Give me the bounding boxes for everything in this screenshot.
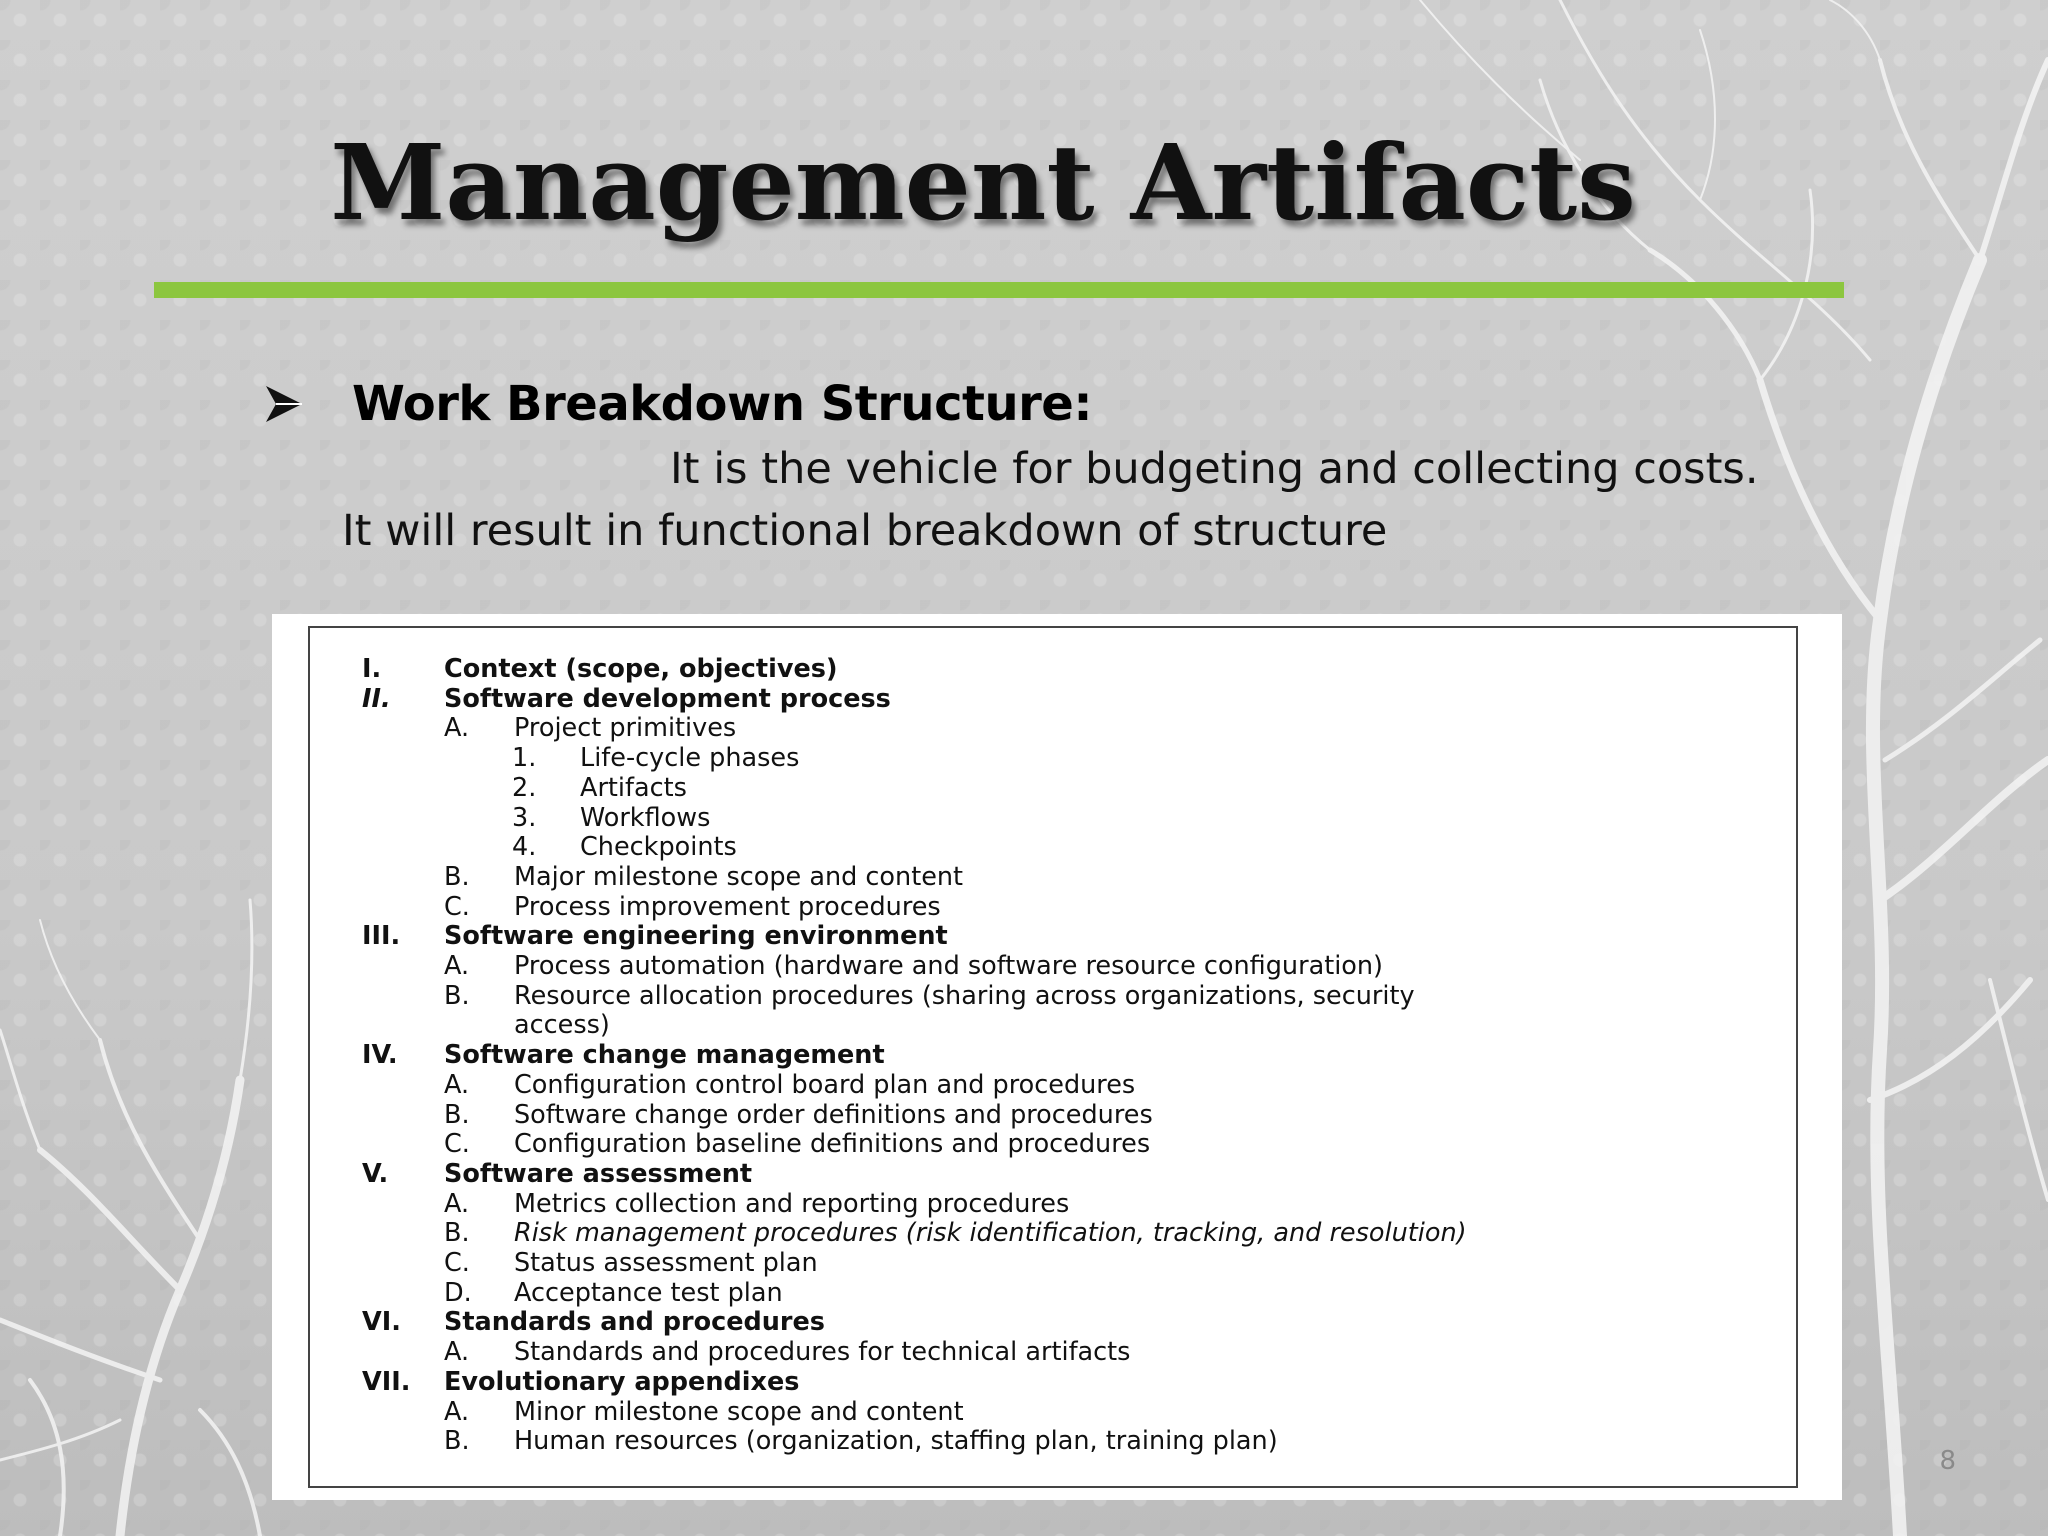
outline-number: D. (444, 1277, 472, 1308)
outline-text: Software engineering environment (444, 921, 948, 952)
outline-text: Checkpoints (580, 832, 737, 863)
outline-text: Software change order definitions and procedures (514, 1099, 1153, 1130)
outline-text: Software assessment (444, 1158, 753, 1189)
outline-row (310, 1100, 1790, 1130)
outline-text: Software change management (444, 1040, 885, 1071)
outline-number: 4. (512, 832, 537, 863)
outline-row (310, 832, 1790, 862)
outline-text: Major milestone scope and content (514, 861, 964, 892)
outline-row (310, 892, 1790, 922)
outline-row (310, 921, 1790, 951)
outline-text: access) (514, 1010, 610, 1041)
outline-number: IV. (362, 1040, 398, 1071)
bullet-item (262, 372, 1092, 436)
outline-text: Workflows (580, 802, 711, 833)
outline-text: Status assessment plan (514, 1248, 818, 1278)
outline-number: 1. (512, 743, 537, 774)
outline-text: Resource allocation procedures (sharing across organizations, security (514, 980, 1415, 1011)
outline-number: B. (444, 980, 470, 1011)
outline-row (310, 773, 1790, 803)
outline-text: Human resources (organization, staffing plan, training plan) (514, 1426, 1278, 1457)
outline-row (310, 1218, 1790, 1248)
outline-number: V. (362, 1158, 389, 1189)
outline-text: Context (scope, objectives) (444, 654, 838, 684)
outline-number: B. (444, 861, 470, 892)
title-divider (154, 282, 1844, 298)
outline-text: Process improvement procedures (514, 891, 941, 922)
outline-text: Process automation (hardware and software resource configuration) (514, 951, 1383, 981)
outline-number: A. (444, 1069, 470, 1100)
outline-text: Configuration control board plan and procedures (514, 1069, 1136, 1100)
outline-row (310, 1397, 1790, 1427)
outline-row (310, 1129, 1790, 1159)
outline-number: A. (444, 1188, 470, 1219)
outline-row (310, 1040, 1790, 1070)
outline-row (310, 862, 1790, 892)
outline-text: Evolutionary appendixes (444, 1366, 800, 1397)
outline-row (310, 1070, 1790, 1100)
outline-number: II. (362, 683, 391, 714)
outline-text: Software development process (444, 683, 891, 714)
outline-number: III. (362, 921, 401, 952)
outline-row (310, 1278, 1790, 1308)
outline-number: VI. (362, 1307, 401, 1338)
outline-number: A. (444, 1337, 470, 1368)
outline-row (310, 1189, 1790, 1219)
wbs-outline-frame (308, 626, 1798, 1488)
outline-text: Life-cycle phases (580, 743, 800, 774)
arrow-bullet-icon (262, 382, 306, 426)
outline-row (310, 1367, 1790, 1397)
outline-number: 2. (512, 772, 537, 803)
outline-row (310, 1307, 1790, 1337)
outline-text: Risk management procedures (risk identification, tracking, and resolution) (514, 1218, 1467, 1249)
outline-number: A. (444, 713, 470, 744)
outline-text: Artifacts (580, 772, 687, 803)
outline-text: Metrics collection and reporting procedures (514, 1188, 1070, 1219)
outline-row (310, 1248, 1790, 1278)
outline-row (310, 743, 1790, 773)
outline-text: Acceptance test plan (514, 1277, 783, 1308)
outline-number: VII. (362, 1366, 411, 1397)
outline-number: C. (444, 1248, 470, 1278)
outline-row (310, 951, 1790, 981)
outline-number: B. (444, 1426, 470, 1457)
outline-number: A. (444, 951, 470, 981)
wbs-outline-figure (272, 614, 1842, 1500)
outline-row (310, 1010, 1790, 1040)
outline-text: Standards and procedures (444, 1307, 825, 1338)
outline-row (310, 684, 1790, 714)
outline-row (310, 1337, 1790, 1367)
slide-title: Management Artifacts (330, 121, 1636, 244)
outline-text: Standards and procedures for technical artifacts (514, 1337, 1131, 1368)
outline-row (310, 981, 1790, 1011)
outline-row (310, 1426, 1790, 1456)
outline-text: Project primitives (514, 713, 737, 744)
outline-number: I. (362, 654, 382, 684)
outline-number: 3. (512, 802, 537, 833)
outline-text: Configuration baseline definitions and procedures (514, 1129, 1151, 1160)
outline-number: A. (444, 1396, 470, 1427)
outline-text: Minor milestone scope and content (514, 1396, 964, 1427)
bullet-body-text: It is the vehicle for budgeting and collecting costs. It will result in functional breakdown of structure (342, 444, 1759, 556)
outline-row (310, 654, 1790, 684)
page-number: 8 (1939, 1446, 1956, 1476)
outline-number: B. (444, 1099, 470, 1130)
outline-number: C. (444, 1129, 470, 1160)
bullet-heading: Work Breakdown Structure: (352, 376, 1093, 432)
outline-row (310, 803, 1790, 833)
outline-number: C. (444, 891, 470, 922)
outline-number: B. (444, 1218, 470, 1249)
outline-row (310, 713, 1790, 743)
outline-row (310, 1159, 1790, 1189)
